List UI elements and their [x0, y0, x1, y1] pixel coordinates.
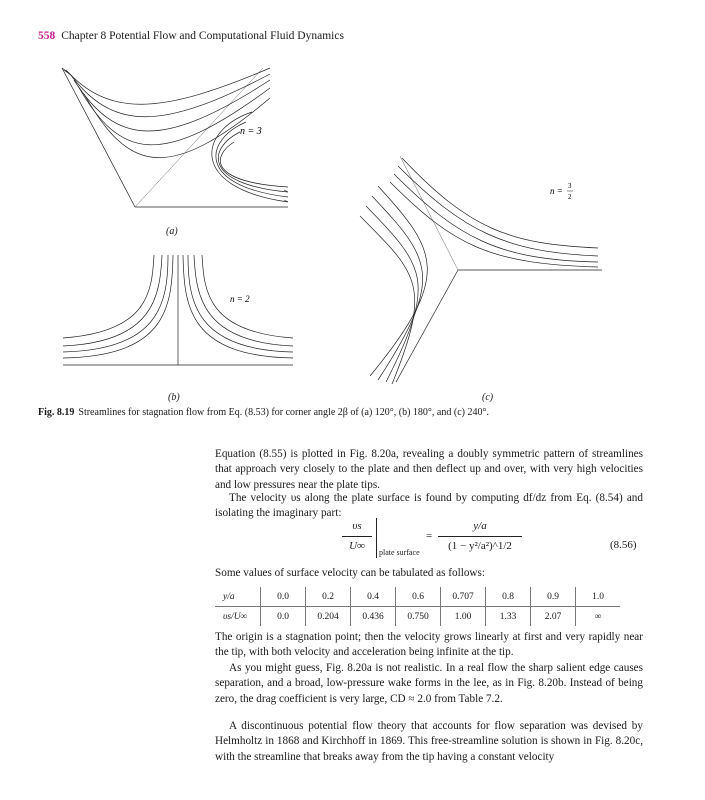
table-cell: 0.707 [441, 587, 486, 607]
n-label-c-num: 3 [568, 182, 572, 190]
wall-c-lower [396, 270, 458, 382]
row-label-ya: y/a [215, 587, 261, 607]
eq-lhs-den: U∞ [349, 540, 365, 552]
table-cell: 1.0 [576, 587, 621, 607]
row-label-vs: υs/U∞ [215, 607, 261, 627]
figure-a-streamlines [48, 60, 306, 212]
streamline-b1 [63, 255, 154, 338]
table-row-vs [215, 607, 620, 627]
page-number: 558 [38, 30, 56, 42]
table-cell: ∞ [594, 611, 602, 622]
paragraph-4: The origin is a stagnation point; then the velocity grows linearly at first and very rapidly near the tip, with both velocity and acceleration being infinite at the tip. [215, 631, 643, 659]
table-cell: 0.0 [261, 607, 306, 627]
table-cell: 0.9 [531, 587, 576, 607]
panel-label-b: (b) [168, 392, 180, 403]
symmetry-line-c [400, 156, 458, 270]
eq-rhs-num: y/a [473, 520, 487, 532]
caption-text: Streamlines for stagnation flow from Eq. (8.53) for corner angle 2β of (a) 120°, (b) 180°, and (c) 240°. [78, 407, 489, 418]
table-cell: 0.0 [261, 587, 306, 607]
n-label-c: n = [550, 186, 563, 196]
table-cell: 0.4 [351, 587, 396, 607]
panel-label-a: (a) [166, 226, 178, 237]
streamline-c5 [370, 186, 427, 376]
equation-number: (8.56) [610, 539, 637, 551]
streamline-b4 [63, 255, 173, 358]
streamline-a9 [220, 142, 288, 187]
wall-left [62, 68, 135, 207]
eq-equals: = [426, 530, 433, 542]
figure-caption [38, 407, 678, 418]
n-label-c-den: 2 [568, 193, 572, 201]
n-label-b: n = 2 [230, 294, 250, 304]
table-cell: 0.204 [306, 607, 351, 627]
streamline-c6 [372, 196, 423, 380]
table-cell: 2.07 [531, 607, 576, 627]
eq-rhs-den: (1 − y²/a²)^1/2 [448, 540, 512, 552]
velocity-table [215, 587, 620, 626]
table-cell: 0.436 [351, 607, 396, 627]
table-cell: 1.33 [486, 607, 531, 627]
paragraph-5: As you might guess, Fig. 8.20a is not realistic. In a real flow the sharp salient edge causes separation, and a broad, low-pressure wake forms in the lee, as in Fig. 8.20b. Instead of being zero, the drag coefficient is very large, CD ≈ 2.0 from Table 7.2. [215, 662, 643, 705]
chapter-title: Chapter 8 Potential Flow and Computational Fluid Dynamics [61, 30, 344, 42]
caption-label: Fig. 8.19 [38, 407, 75, 418]
streamline-b2 [63, 255, 162, 346]
streamline-c4 [390, 182, 598, 267]
streamline-c1 [402, 158, 598, 248]
panel-label-c: (c) [482, 392, 494, 403]
paragraph-3: Some values of surface velocity can be tabulated as follows: [215, 567, 485, 579]
running-head [38, 30, 344, 42]
table-cell: 0.750 [396, 607, 441, 627]
figure-c-streamlines [350, 150, 610, 390]
eq-lhs-subscript: plate surface [379, 548, 420, 557]
table-cell: 0.8 [486, 587, 531, 607]
table-cell: 0.2 [306, 587, 351, 607]
table-cell: 1.00 [441, 607, 486, 627]
paragraph-6: A discontinuous potential flow theory that accounts for flow separation was devised by Helmholtz in 1868 and Kirchhoff in 1869. This free-streamline solution is shown in Fig. 8.20c, with the streamline that breaks away from the tip having a constant velocity [215, 720, 643, 763]
streamline-b8 [183, 255, 293, 358]
figure-b-streamlines [58, 252, 298, 370]
paragraph-1: Equation (8.55) is plotted in Fig. 8.20a, revealing a doubly symmetric pattern of streamlines that approach very closely to the plate and then deflect up and over, with very high velocities and low pressures near the plate tips. [215, 448, 643, 491]
paragraph-2: The velocity υs along the plate surface is found by computing df/dz from Eq. (8.54) and isolating the imaginary part: [215, 492, 643, 520]
equation-8-56 [334, 518, 644, 564]
table-cell: 0.6 [396, 587, 441, 607]
streamline-c8 [360, 216, 415, 384]
eq-lhs-num: υs [352, 520, 362, 532]
table-row-ya [215, 587, 620, 607]
n-label-a: n = 3 [240, 126, 262, 137]
